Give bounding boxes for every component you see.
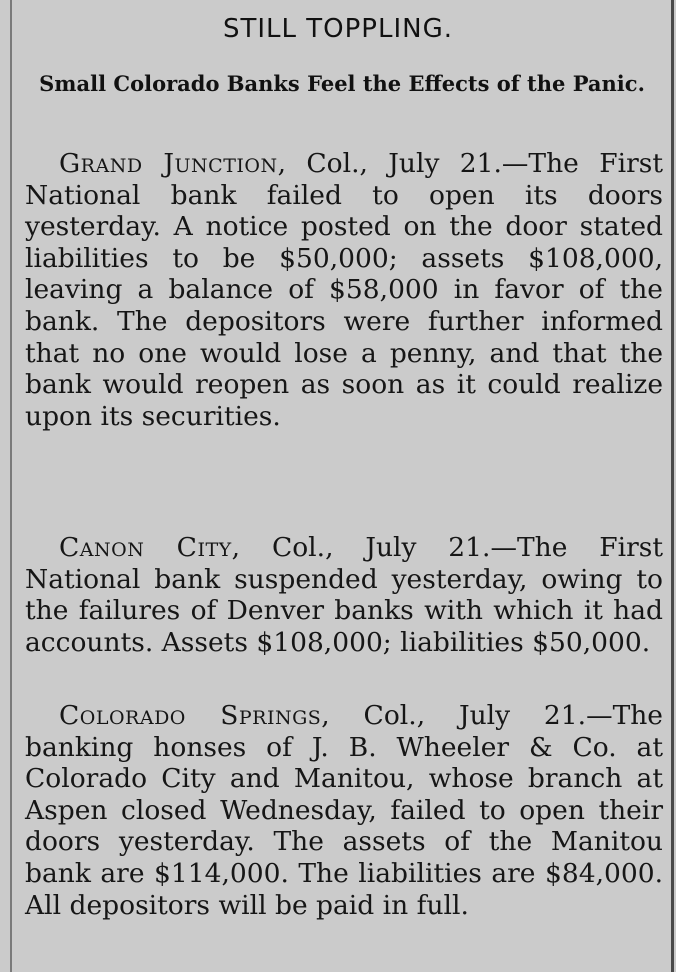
article-paragraph-2 [25, 532, 663, 658]
dateline-canon-city: Canon City [59, 532, 232, 563]
paragraph-text-3: , Col., July 21.—The banking honses of J. B. Wheeler & Co. at Colorado City and Manitou, whose branch at Aspen closed Wednesday, failed to open their doors yesterday. The assets of the Manitou bank are $114,000. The liabilities are $84,000. All depositors will be paid in full. [25, 700, 663, 921]
article-paragraph-3 [25, 700, 663, 921]
column-rule-right [671, 0, 674, 972]
subheadline: Small Colorado Banks Feel the Effects of the Panic. [39, 71, 645, 96]
dateline-colorado-springs: Colorado Springs [59, 700, 322, 731]
paragraph-text-2: , Col., July 21.—The First National bank suspended yesterday, owing to the failures of Denver banks with which it had accounts. Assets $108,000; liabilities $50,000. [25, 532, 664, 658]
headline: STILL TOPPLING. [222, 14, 453, 44]
column-rule-left [10, 0, 12, 972]
article-paragraph-1 [25, 148, 663, 432]
paragraph-text-1: , Col., July 21.—The First National bank failed to open its doors yesterday. A notice posted on the door stated liabilities to be $50,000; assets $108,000, leaving a balance of $58,000 in favor of the bank. The depositors were further informed that no one would lose a penny, and that the bank would reopen as soon as it could realize upon its securities. [25, 148, 663, 432]
dateline-grand-junction: Grand Junction [59, 148, 278, 179]
